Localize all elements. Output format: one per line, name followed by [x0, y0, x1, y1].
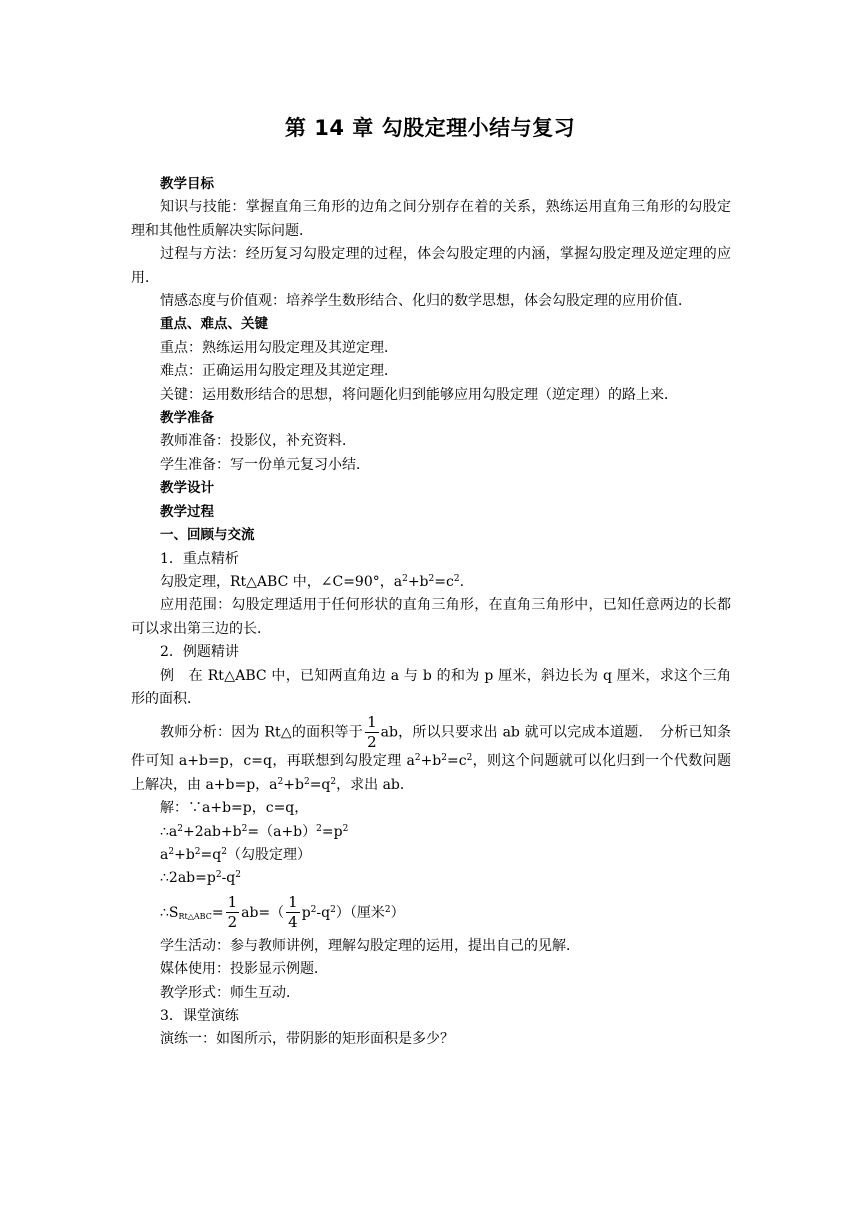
item-2-label: 2．例题精讲 — [160, 644, 239, 661]
application-scope: 应用范围：勾股定理适用于任何形状的直角三角形，在直角三角形中，已知任意两边的长都可以求出第三边的长． — [131, 597, 731, 637]
solution-step-1: 解：∵a+b=p，c=q， — [160, 800, 309, 817]
key-point: 重点：熟练运用勾股定理及其逆定理． — [160, 339, 398, 356]
design-heading: 教学设计 — [160, 480, 214, 497]
prep-heading: 教学准备 — [160, 410, 214, 427]
fraction-one-quarter: $\frac{1}{4}$ — [288, 893, 298, 932]
solution-step-3: $a^2+b^2=q^2$（勾股定理） — [160, 846, 311, 863]
solution-step-4: $\therefore 2ab=p^2-q^2$ — [160, 870, 241, 887]
objectives-heading: 教学目标 — [160, 176, 214, 192]
difficult-point: 难点：正确运用勾股定理及其逆定理． — [160, 363, 398, 380]
keypoints-heading: 重点、难点、关键 — [160, 316, 268, 333]
media-usage: 媒体使用：投影显示例题． — [160, 961, 328, 978]
part1-heading: 一、回顾与交流 — [160, 527, 255, 544]
solution-step-5: $\therefore S_{Rt\triangle ABC}=$ $\frac{1}{2}$ ab=（ $\frac{1}{4}$ $p^2-q^2$）（厘米$^2$） — [160, 893, 405, 932]
fraction-one-half: $\frac{1}{2}$ — [367, 713, 377, 752]
exercise-1: 演练一：如图所示，带阴影的矩形面积是多少？ — [160, 1031, 454, 1048]
key-strategy: 关键：运用数形结合的思想，将问题化归到能够应用勾股定理（逆定理）的路上来． — [160, 386, 678, 403]
student-activity: 学生活动：参与教师讲例，理解勾股定理的运用，提出自己的见解． — [160, 937, 580, 954]
example-problem: 例 在 Rt△ABC 中，已知两直角边 a 与 b 的和为 p 厘米，斜边长为 q 厘米，求这个三角形的面积． — [131, 667, 731, 707]
document-body — [131, 173, 731, 1052]
objective-attitude: 情感态度与价值观：培养学生数形结合、化归的数学思想，体会勾股定理的应用价值． — [160, 293, 692, 310]
objective-process: 过程与方法：经历复习勾股定理的过程，体会勾股定理的内涵，掌握勾股定理及逆定理的应用． — [131, 246, 731, 286]
objective-skill: 知识与技能：掌握直角三角形的边角之间分别存在着的关系，熟练运用直角三角形的勾股定理和其他性质解决实际问题． — [131, 199, 731, 239]
student-prep: 学生准备：写一份单元复习小结． — [160, 456, 370, 473]
document-title: 第 14 章 勾股定理小结与复习 — [284, 116, 576, 140]
item-3-label: 3．课堂演练 — [160, 1008, 239, 1024]
teacher-analysis: 教师分析：因为 Rt△的面积等于 $\frac{1}{2}$ ab，所以只要求出 ab 就可以完成本道题． 分析已知条件可知 a+b=p，c=q，再联想到勾股定理 $a^2+b^2=c^2$，则这个问题就可以化归到一个代数问题上解决，由 a+b=p，$a^2+b^2=q^2$，求出 ab． — [131, 713, 731, 793]
teaching-form: 教学形式：师生互动． — [160, 984, 300, 1001]
solution-step-2: $\therefore a^2+2ab+b^2=(a+b)^2=p^2$ — [160, 823, 349, 840]
teacher-prep: 教师准备：投影仪，补充资料． — [160, 433, 356, 450]
theorem-statement: 勾股定理，Rt△ABC 中，∠C=90°，$a^2+b^2=c^2$. — [160, 573, 465, 590]
process-heading: 教学过程 — [160, 503, 214, 520]
item-1-label: 1．重点精析 — [160, 550, 239, 567]
fraction-one-half-area: $\frac{1}{2}$ — [227, 893, 238, 932]
